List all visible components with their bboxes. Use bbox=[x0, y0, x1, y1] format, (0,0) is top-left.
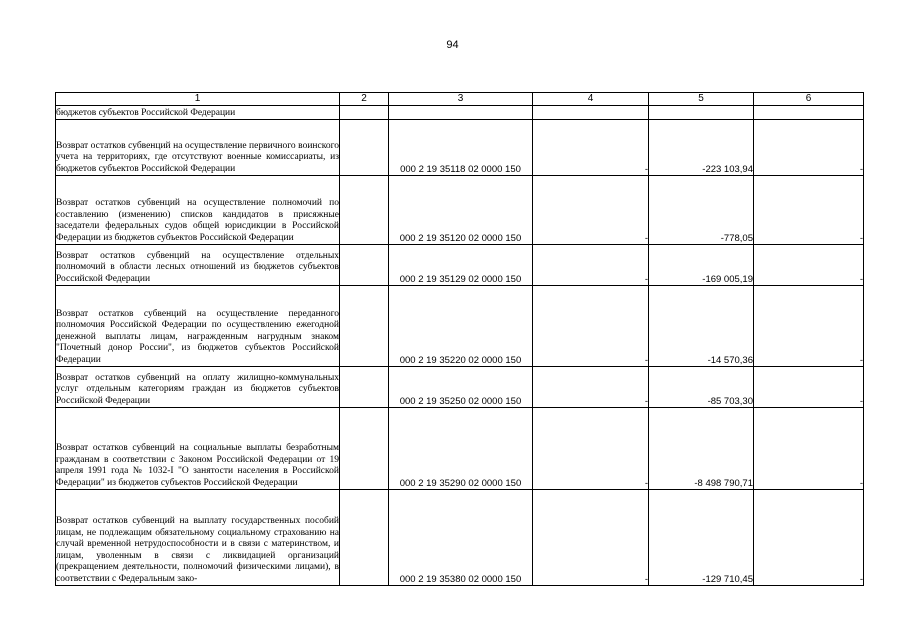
row-col6: - bbox=[754, 176, 864, 245]
row-code: 000 2 19 35118 02 0000 150 bbox=[389, 120, 533, 176]
table-row bbox=[56, 408, 864, 490]
row-code: 000 2 19 35250 02 0000 150 bbox=[389, 367, 533, 408]
row-amount: -223 103,94 bbox=[649, 120, 754, 176]
row-amount: -8 498 790,71 bbox=[649, 408, 754, 490]
row-col2 bbox=[340, 490, 389, 586]
table-row bbox=[56, 120, 864, 176]
row-col4: - bbox=[533, 176, 649, 245]
row-col4: - bbox=[533, 490, 649, 586]
column-header: 2 bbox=[340, 93, 389, 106]
row-col6: - bbox=[754, 490, 864, 586]
row-name: Возврат остатков субвенций на осуществление полномочий по составлению (изменению) списков кандидатов в присяжные заседатели федеральных судов общей юрисдикции в Российской Федерации из бюджетов субъектов Российской Федерации bbox=[56, 176, 340, 245]
row-col6: - bbox=[754, 286, 864, 367]
row-amount: -14 570,36 bbox=[649, 286, 754, 367]
row-col2 bbox=[340, 367, 389, 408]
table-row bbox=[56, 176, 864, 245]
row-col6: - bbox=[754, 367, 864, 408]
row-amount: -129 710,45 bbox=[649, 490, 754, 586]
row-name: бюджетов субъектов Российской Федерации bbox=[56, 106, 340, 120]
row-name: Возврат остатков субвенций на оплату жилищно-коммунальных услуг отдельным категориям граждан из бюджетов субъектов Российской Федерации bbox=[56, 367, 340, 408]
row-col4: - bbox=[533, 286, 649, 367]
row-code: 000 2 19 35220 02 0000 150 bbox=[389, 286, 533, 367]
row-code: 000 2 19 35120 02 0000 150 bbox=[389, 176, 533, 245]
page-number: 94 bbox=[446, 39, 459, 51]
row-col2 bbox=[340, 286, 389, 367]
table-row bbox=[56, 106, 864, 120]
row-code: 000 2 19 35290 02 0000 150 bbox=[389, 408, 533, 490]
row-name: Возврат остатков субвенций на выплату государственных пособий лицам, не подлежащим обязательному социальному страхованию на случай временной нетрудоспособности и в связи с материнством, и лицам, уволенным в связи с ликвидацией организаций (прекращением деятельности, полномочий физическими лицами), в соответствии с Федеральным зако- bbox=[56, 490, 340, 586]
row-col2 bbox=[340, 176, 389, 245]
column-header: 6 bbox=[754, 93, 864, 106]
row-code: 000 2 19 35129 02 0000 150 bbox=[389, 245, 533, 286]
table-row bbox=[56, 286, 864, 367]
table-row bbox=[56, 367, 864, 408]
row-col2 bbox=[340, 106, 389, 120]
row-col6: - bbox=[754, 120, 864, 176]
row-col6: - bbox=[754, 245, 864, 286]
row-col4: - bbox=[533, 120, 649, 176]
column-header: 3 bbox=[389, 93, 533, 106]
column-header: 1 bbox=[56, 93, 340, 106]
row-col2 bbox=[340, 245, 389, 286]
column-header: 4 bbox=[533, 93, 649, 106]
table-row bbox=[56, 245, 864, 286]
table-row bbox=[56, 490, 864, 586]
table-header-row bbox=[56, 93, 864, 106]
row-code: 000 2 19 35380 02 0000 150 bbox=[389, 490, 533, 586]
column-header: 5 bbox=[649, 93, 754, 106]
row-col4: - bbox=[533, 367, 649, 408]
row-name: Возврат остатков субвенций на осуществление переданного полномочия Российской Федерации по осуществлению ежегодной денежной выплаты лицам, награжденным нагрудным знаком "Почетный донор России", из бюджетов субъектов Российской Федерации bbox=[56, 286, 340, 367]
budget-table bbox=[55, 92, 864, 586]
row-amount: -169 005,19 bbox=[649, 245, 754, 286]
row-col4 bbox=[533, 106, 649, 120]
row-col4: - bbox=[533, 245, 649, 286]
row-col2 bbox=[340, 120, 389, 176]
row-col4: - bbox=[533, 408, 649, 490]
row-name: Возврат остатков субвенций на социальные выплаты безработным гражданам в соответствии с Законом Российской Федерации от 19 апреля 1991 года № 1032-I "О занятости населения в Российской Федерации" из бюджетов субъектов Российской Федерации bbox=[56, 408, 340, 490]
row-name: Возврат остатков субвенций на осуществление первичного воинского учета на территориях, где отсутствуют военные комиссариаты, из бюджетов субъектов Российской Федерации bbox=[56, 120, 340, 176]
row-amount bbox=[649, 106, 754, 120]
row-col2 bbox=[340, 408, 389, 490]
row-col6 bbox=[754, 106, 864, 120]
row-code bbox=[389, 106, 533, 120]
row-name: Возврат остатков субвенций на осуществление отдельных полномочий в области лесных отношений из бюджетов субъектов Российской Федерации bbox=[56, 245, 340, 286]
row-amount: -85 703,30 bbox=[649, 367, 754, 408]
row-col6: - bbox=[754, 408, 864, 490]
row-amount: -778,05 bbox=[649, 176, 754, 245]
